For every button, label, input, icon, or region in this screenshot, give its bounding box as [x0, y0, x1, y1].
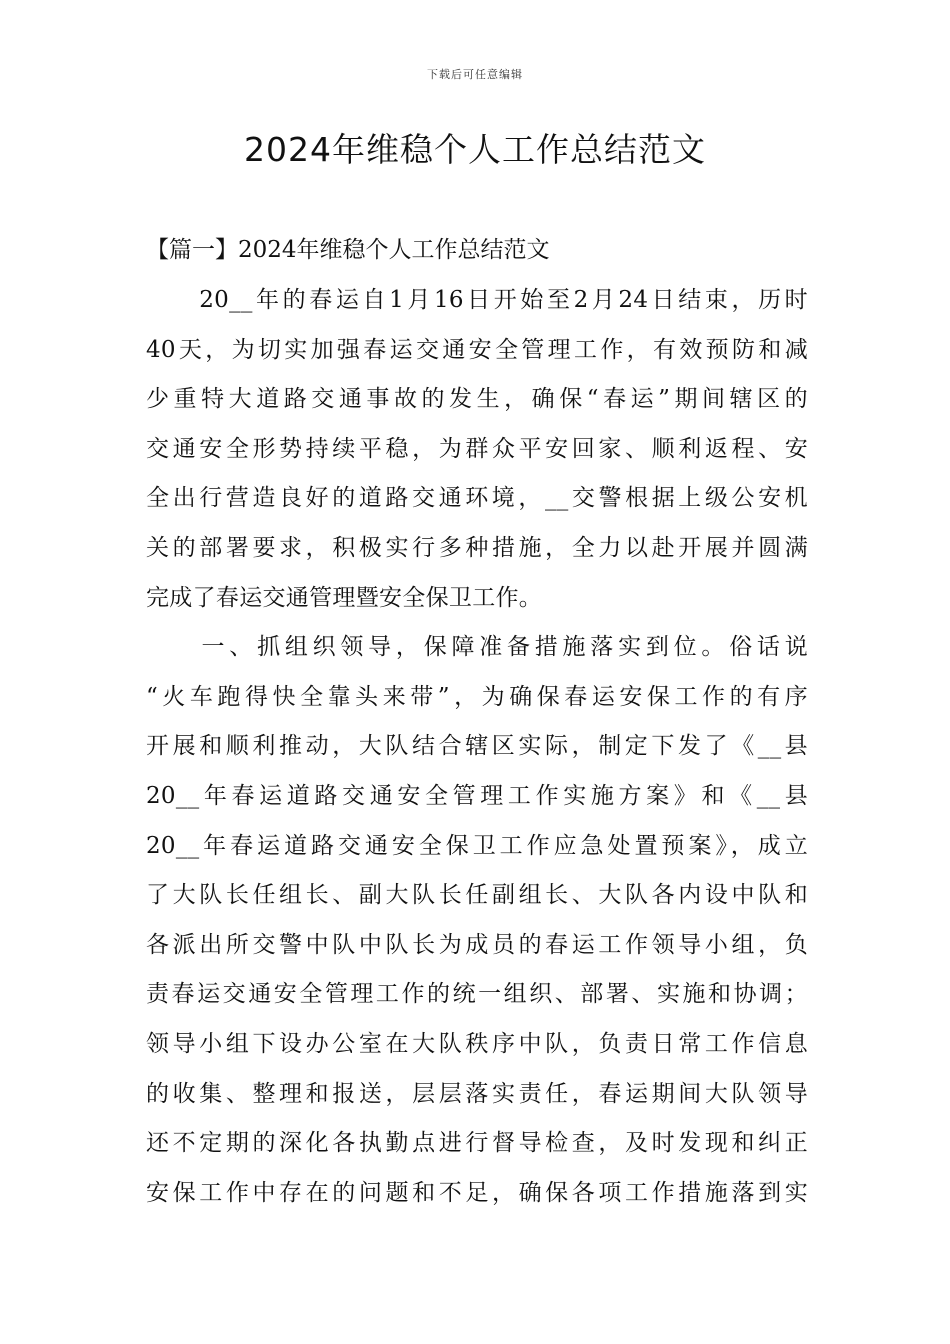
paragraph-line: 少重特大道路交通事故的发生，确保“春运”期间辖区的: [146, 386, 808, 413]
header-note: 下载后可任意编辑: [427, 68, 523, 81]
paragraph-line: 领导小组下设办公室在大队秩序中队，负责日常工作信息: [146, 1030, 808, 1057]
paragraph-line: 20__年春运道路交通安全管理工作实施方案》和《__县: [146, 782, 808, 809]
paragraph-line: 完成了春运交通管理暨安全保卫工作。: [146, 584, 543, 611]
paragraph-line: 20__年的春运自1月16日开始至2月24日结束，历时: [146, 287, 808, 313]
paragraph-line: “火车跑得快全靠头来带”，为确保春运安保工作的有序: [146, 683, 808, 710]
paragraph-line: 各派出所交警中队中队长为成员的春运工作领导小组，负: [146, 931, 808, 958]
paragraph-line: 开展和顺利推动，大队结合辖区实际，制定下发了《__县: [146, 733, 808, 760]
paragraph-line: 全出行营造良好的道路交通环境，__交警根据上级公安机: [146, 485, 808, 512]
paragraph-line: 关的部署要求，积极实行多种措施，全力以赴开展并圆满: [146, 534, 808, 561]
paragraph-line: 安保工作中存在的问题和不足，确保各项工作措施落到实: [146, 1179, 808, 1206]
paragraph-line: 一、抓组织领导，保障准备措施落实到位。俗话说: [146, 634, 808, 661]
paragraph-line: 还不定期的深化各执勤点进行督导检查，及时发现和纠正: [146, 1130, 808, 1157]
paragraph-line: 责春运交通安全管理工作的统一组织、部署、实施和协调；: [146, 981, 808, 1008]
paragraph-line: 40天，为切实加强春运交通安全管理工作，有效预防和减: [146, 336, 808, 363]
section-heading: 【篇一】2024年维稳个人工作总结范文: [146, 237, 550, 263]
body-text: [146, 282, 808, 1224]
paragraph-line: 交通安全形势持续平稳，为群众平安回家、顺利返程、安: [146, 435, 808, 462]
paragraph-line: 的收集、整理和报送，层层落实责任，春运期间大队领导: [146, 1080, 808, 1107]
paragraph-line: 了大队长任组长、副大队长任副组长、大队各内设中队和: [146, 882, 808, 909]
document-title: 2024年维稳个人工作总结范文: [244, 130, 706, 169]
paragraph-line: 20__年春运道路交通安全保卫工作应急处置预案》，成立: [146, 832, 808, 859]
